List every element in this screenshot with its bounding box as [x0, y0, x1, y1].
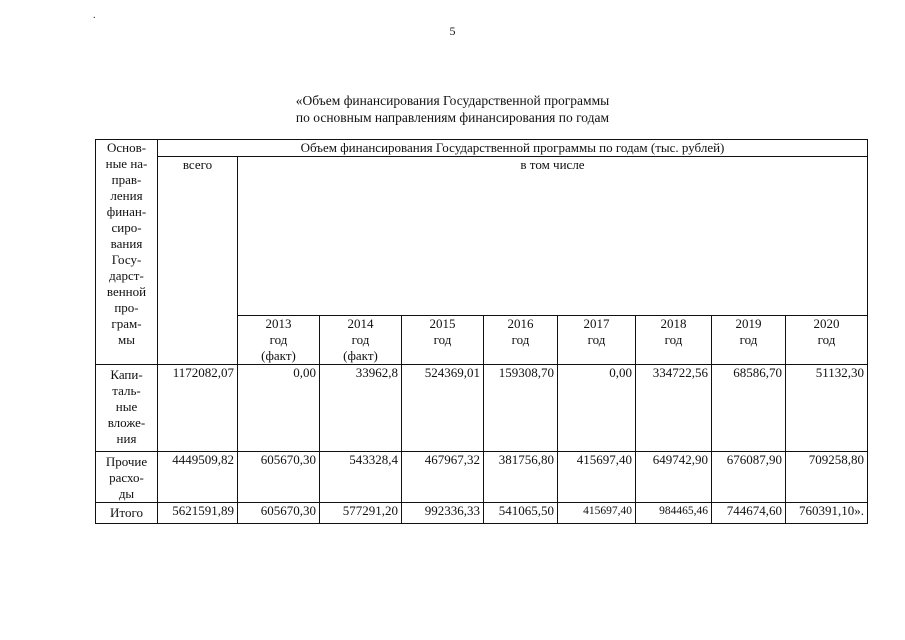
row-total: 4449509,82 — [158, 452, 238, 503]
row-label-line: Итого — [110, 505, 143, 520]
year-header-year: 2016 — [507, 316, 534, 331]
row-label-line: таль- — [112, 383, 141, 398]
year-header-2015 — [402, 316, 484, 365]
table-body — [96, 140, 868, 524]
page-number: 5 — [449, 24, 456, 38]
corner-header-line: про- — [114, 300, 139, 315]
total-header: всего — [158, 157, 238, 365]
row-label-line: ния — [116, 431, 137, 446]
row-value-2015: 467967,32 — [402, 452, 484, 503]
corner-header-line: вания — [110, 236, 143, 251]
corner-header-line: венной — [106, 284, 147, 299]
year-header-2018 — [636, 316, 712, 365]
group-header: Объем финансирования Государственной программы по годам (тыс. рублей) — [158, 140, 868, 157]
header-row-1 — [96, 140, 868, 157]
row-label — [96, 503, 158, 524]
row-value-2013: 605670,30 — [238, 503, 320, 524]
row-value-2017: 415697,40 — [558, 452, 636, 503]
row-value-2017: 415697,40 — [558, 503, 636, 524]
year-header-unit: год — [664, 332, 683, 347]
header-row-2 — [96, 157, 868, 316]
corner-header — [96, 140, 158, 365]
year-header-year: 2019 — [735, 316, 762, 331]
row-value-2014: 577291,20 — [320, 503, 402, 524]
row-value-2020: 51132,30 — [786, 365, 868, 452]
row-label-line: Прочие — [105, 454, 148, 469]
corner-header-line: финан- — [106, 204, 147, 219]
year-header-unit: год — [351, 332, 370, 347]
table-row — [96, 452, 868, 503]
row-value-2019: 68586,70 — [712, 365, 786, 452]
corner-header-line: сиро- — [111, 220, 142, 235]
year-header-2017 — [558, 316, 636, 365]
page-mark: . — [93, 10, 96, 21]
row-value-2019: 676087,90 — [712, 452, 786, 503]
row-value-2016: 381756,80 — [484, 452, 558, 503]
year-header-year: 2020 — [813, 316, 840, 331]
corner-header-line: прав- — [111, 172, 142, 187]
row-value-2018: 334722,56 — [636, 365, 712, 452]
corner-header-line: грам- — [111, 316, 142, 331]
row-value-2013: 0,00 — [238, 365, 320, 452]
row-value-2018: 984465,46 — [636, 503, 712, 524]
year-header-year: 2018 — [660, 316, 687, 331]
row-label-line: ные — [115, 399, 138, 414]
page-title — [0, 92, 905, 126]
row-value-2016: 541065,50 — [484, 503, 558, 524]
year-header-year: 2013 — [265, 316, 292, 331]
row-label — [96, 452, 158, 503]
row-value-2013: 605670,30 — [238, 452, 320, 503]
row-total: 1172082,07 — [158, 365, 238, 452]
row-value-2016: 159308,70 — [484, 365, 558, 452]
year-header-2020 — [786, 316, 868, 365]
title-line-2: по основным направлениям финансирования по годам — [295, 110, 610, 125]
year-header-unit: год — [511, 332, 530, 347]
year-header-unit: год — [587, 332, 606, 347]
row-value-2014: 543328,4 — [320, 452, 402, 503]
row-label-line: расхо- — [109, 470, 144, 485]
funding-table — [95, 139, 868, 524]
year-header-note: (факт) — [261, 348, 296, 363]
row-value-2014: 33962,8 — [320, 365, 402, 452]
corner-header-line: мы — [118, 332, 135, 347]
row-label-line: вложе- — [107, 415, 146, 430]
corner-header-line: ные на- — [105, 156, 148, 171]
corner-header-line: ления — [110, 188, 143, 203]
row-total: 5621591,89 — [158, 503, 238, 524]
row-value-2015: 524369,01 — [402, 365, 484, 452]
year-header-2019 — [712, 316, 786, 365]
year-header-unit: год — [269, 332, 288, 347]
row-value-2015: 992336,33 — [402, 503, 484, 524]
table-row — [96, 365, 868, 452]
row-label-line: Капи- — [110, 367, 143, 382]
year-header-year: 2015 — [429, 316, 456, 331]
row-value-2019: 744674,60 — [712, 503, 786, 524]
row-value-2020: 760391,10». — [786, 503, 868, 524]
corner-header-line: Госу- — [111, 252, 142, 267]
title-line-1: «Объем финансирования Государственной программы — [295, 93, 610, 108]
year-header-2016 — [484, 316, 558, 365]
year-header-2013 — [238, 316, 320, 365]
corner-header-line: дарст- — [109, 268, 144, 283]
year-header-year: 2014 — [347, 316, 374, 331]
table-row — [96, 503, 868, 524]
year-header-unit: год — [817, 332, 836, 347]
row-label-line: ды — [118, 486, 135, 501]
subgroup-header: в том числе — [238, 157, 868, 316]
year-header-note: (факт) — [343, 348, 378, 363]
year-header-year: 2017 — [583, 316, 610, 331]
row-value-2020: 709258,80 — [786, 452, 868, 503]
year-header-unit: год — [433, 332, 452, 347]
row-value-2018: 649742,90 — [636, 452, 712, 503]
year-header-2014 — [320, 316, 402, 365]
row-label — [96, 365, 158, 452]
year-header-unit: год — [739, 332, 758, 347]
corner-header-line: Основ- — [106, 140, 147, 155]
row-value-2017: 0,00 — [558, 365, 636, 452]
